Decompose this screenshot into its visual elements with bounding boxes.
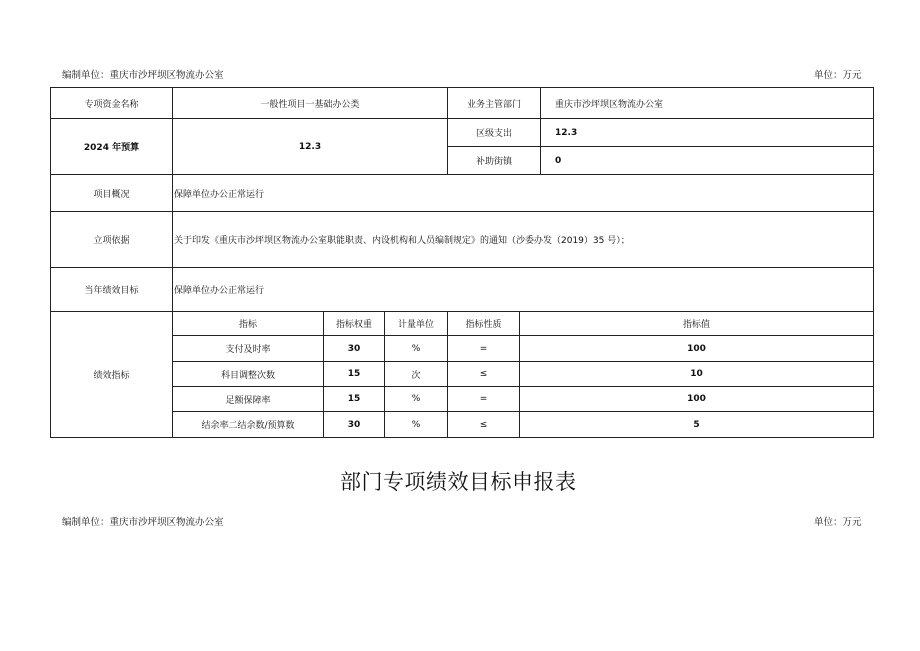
perf-row-value: 100 [687, 343, 706, 354]
perf-row-indicator: 科目调整次数 [220, 370, 275, 381]
district-expense-value: 12.3 [555, 127, 578, 138]
overview-value: 保障单位办公正常运行 [174, 189, 265, 200]
perf-row-value: 5 [693, 419, 700, 430]
unit-label-2: 单位：万元 [814, 517, 862, 528]
overview-label: 项目概况 [93, 189, 130, 200]
basis-label: 立项依据 [93, 236, 130, 246]
perf-row-indicator: 结余率二结余数/预算数 [201, 421, 295, 431]
perf-row-unit: % [411, 343, 421, 354]
perf-header-value: 指标值 [682, 320, 710, 330]
perf-row-value: 100 [687, 394, 706, 404]
dept-value: 重庆市沙坪坝区物流办公室 [555, 99, 664, 110]
perf-row-nature: = [479, 394, 488, 404]
perf-row-indicator: 支付及时率 [225, 345, 271, 355]
perf-header-nature: 指标性质 [465, 320, 502, 330]
fund-name-value: 一般性项目一基础办公类 [260, 99, 360, 110]
perf-row-unit: % [411, 394, 421, 404]
perf-row-nature: = [479, 343, 488, 354]
perf-row-indicator: 足额保障率 [225, 395, 271, 406]
org-label-2: 编制单位：重庆市沙坪坝区物流办公室 [62, 517, 224, 528]
budget-label: 2024 年预算 [83, 143, 140, 153]
vline [540, 87, 541, 175]
perf-row-weight: 15 [347, 369, 361, 379]
district-expense-label: 区级支出 [475, 129, 512, 139]
fund-name-label: 专项资金名称 [84, 99, 139, 110]
hline [50, 437, 874, 438]
org-label: 编制单位：重庆市沙坪坝区物流办公室 [62, 70, 224, 81]
dept-label: 业务主管部门 [466, 99, 521, 110]
perf-row-unit: % [411, 419, 421, 430]
page-title: 部门专项绩效目标申报表 [340, 470, 577, 494]
goal-value: 保障单位办公正常运行 [174, 286, 265, 296]
perf-row-weight: 30 [347, 419, 361, 430]
perf-row-weight: 15 [347, 394, 361, 404]
perf-header-indicator: 指标 [238, 320, 257, 330]
perf-label: 绩效指标 [93, 371, 130, 381]
perf-header-weight: 指标权重 [335, 320, 372, 330]
perf-row-value: 10 [690, 369, 703, 379]
perf-header-unit: 计量单位 [397, 320, 434, 330]
perf-row-unit: 次 [411, 370, 421, 381]
subsidy-label: 补助街镇 [475, 157, 512, 167]
perf-row-nature: ≤ [479, 369, 488, 379]
perf-row-nature: ≤ [479, 419, 488, 430]
perf-row-weight: 30 [347, 343, 361, 354]
goal-label: 当年绩效目标 [84, 286, 139, 296]
subsidy-value: 0 [555, 155, 562, 166]
basis-value: 关于印发《重庆市沙坪坝区物流办公室职能职责、内设机构和人员编制规定》的通知（沙委办发（2019）35 号）； [174, 236, 630, 246]
budget-value: 12.3 [298, 141, 322, 152]
unit-label: 单位：万元 [814, 70, 862, 81]
vline [873, 87, 874, 438]
